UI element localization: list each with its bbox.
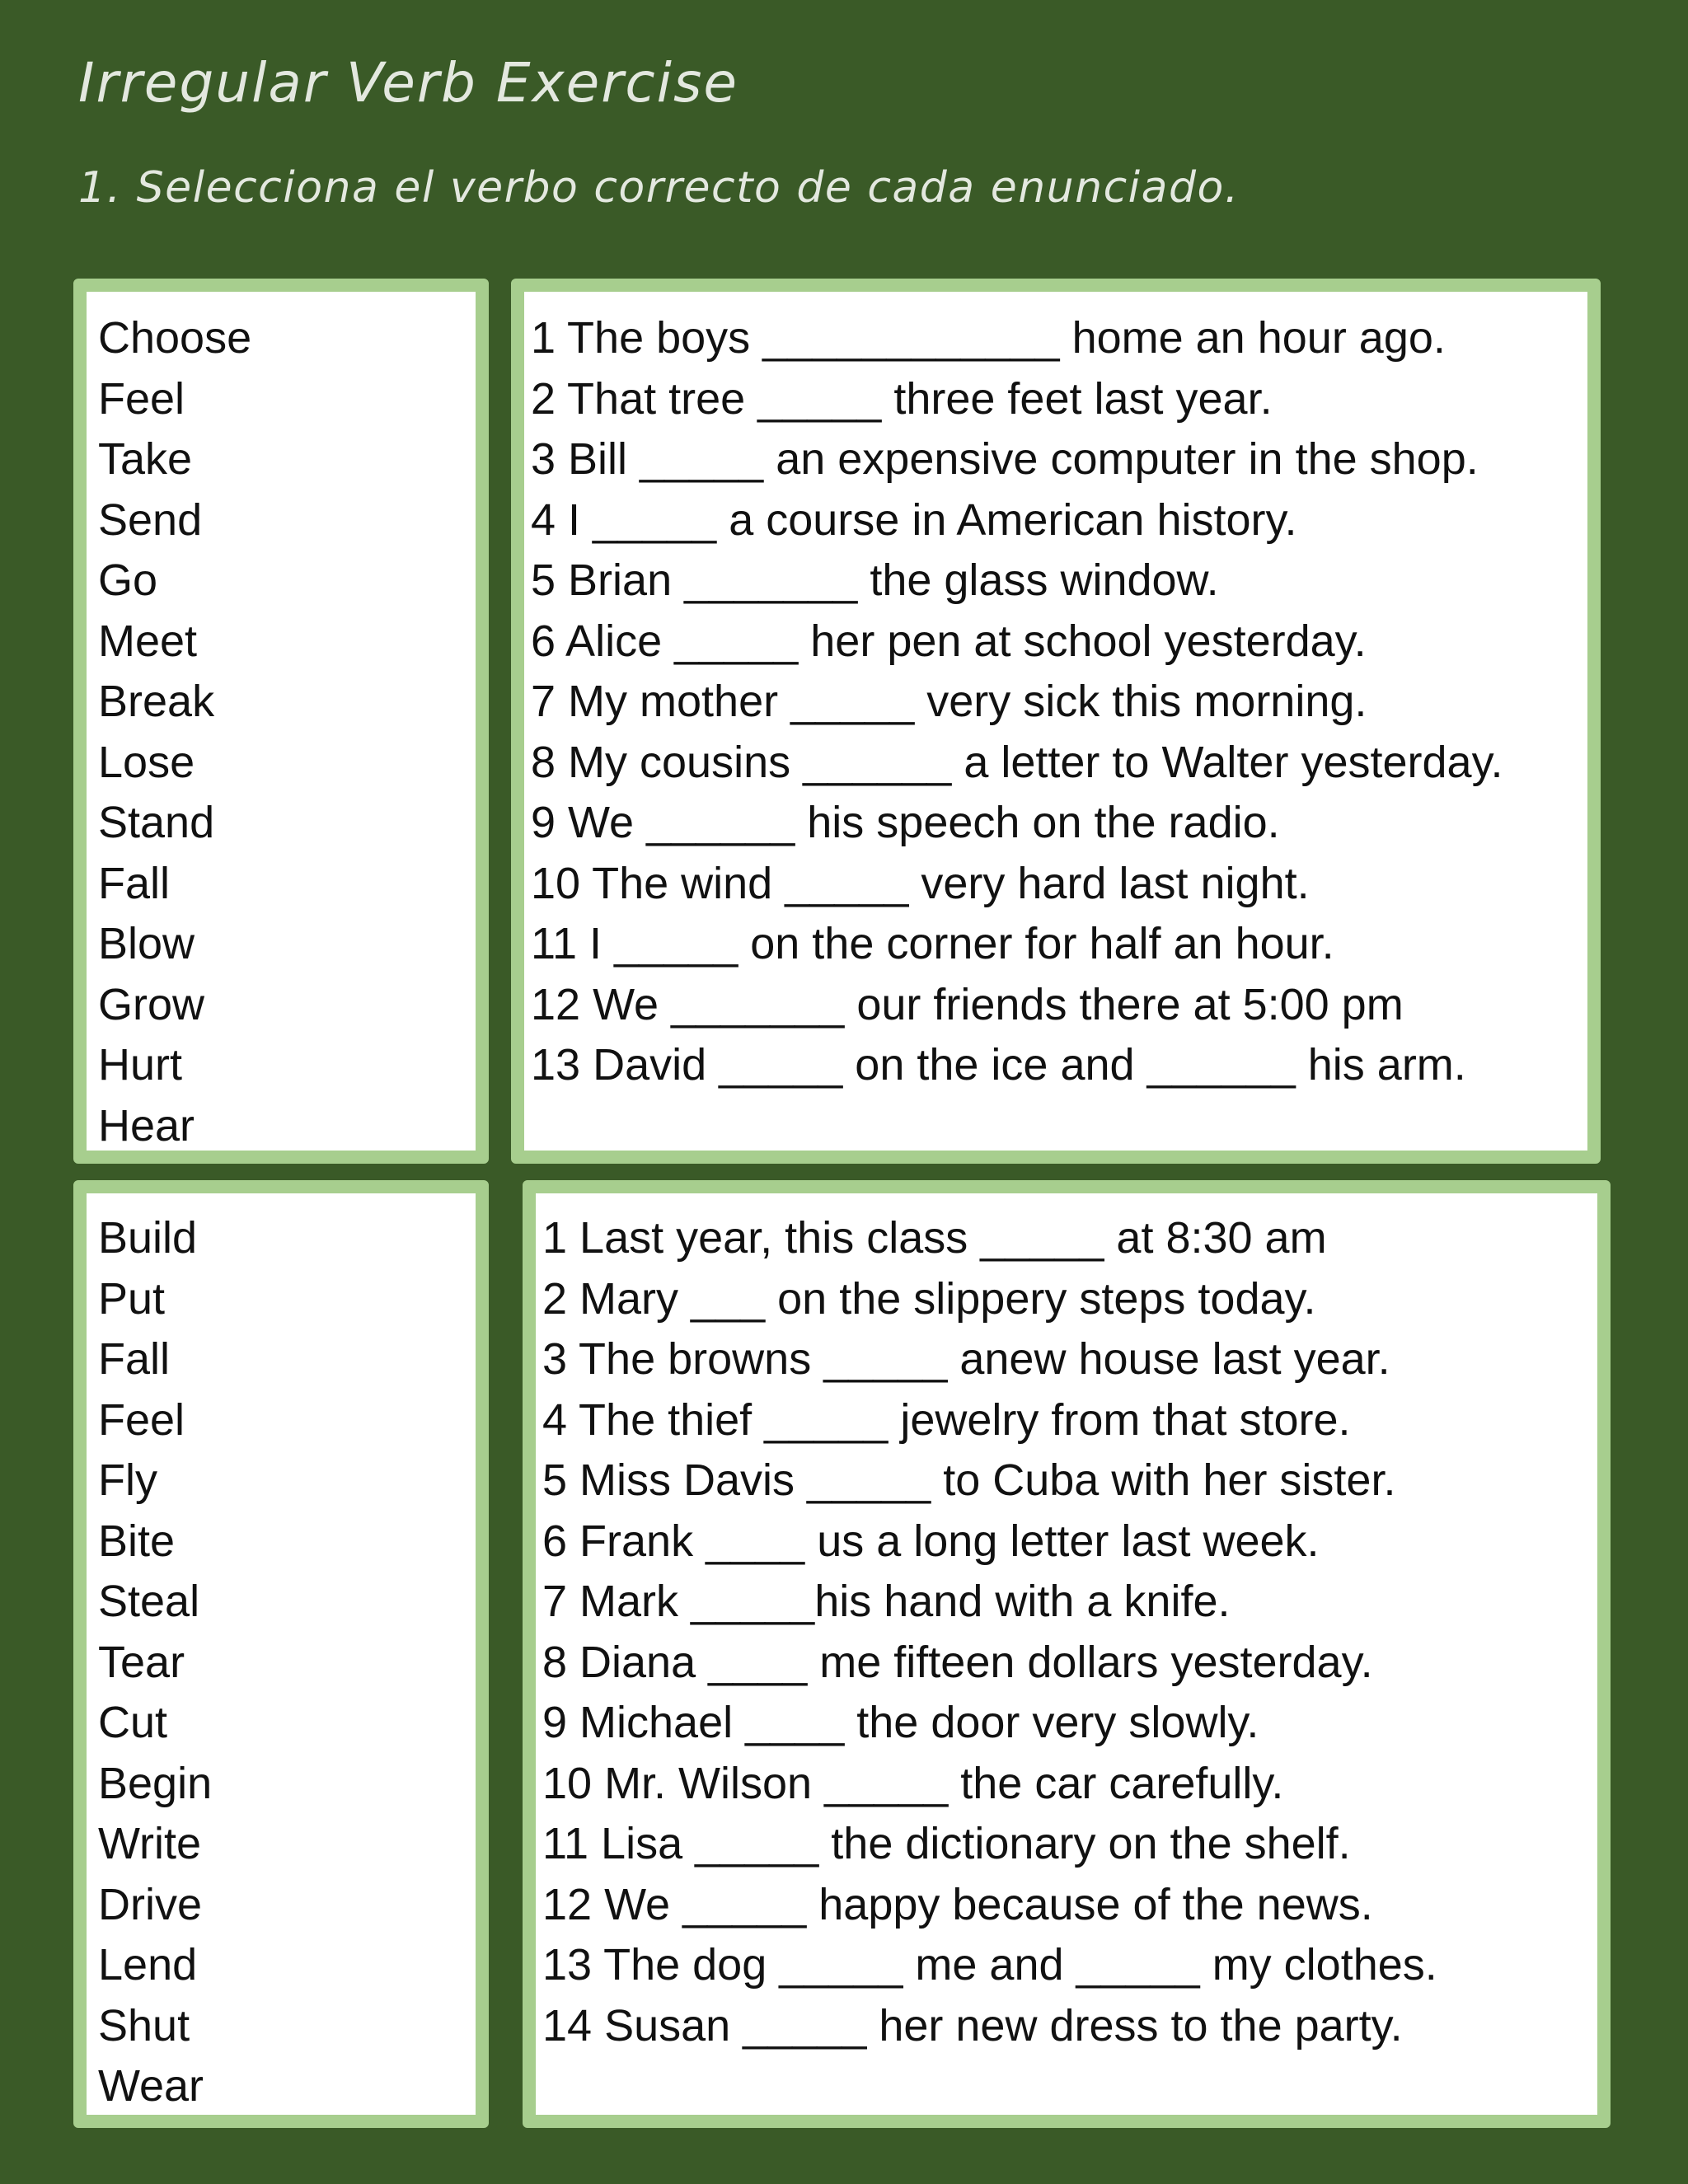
verb-item: Hurt — [98, 1040, 183, 1090]
sentence-list-1 — [524, 308, 1587, 1096]
verb-item: Feel — [98, 1394, 185, 1445]
sentence-item: 10 The wind _____ very hard last night. — [531, 858, 1310, 908]
sentence-item: 4 I _____ a course in American history. — [531, 494, 1297, 545]
sentence-item: 13 David _____ on the ice and ______ his arm. — [531, 1040, 1466, 1090]
verb-list-2 — [87, 1208, 476, 2117]
verb-item: Write — [98, 1819, 202, 1868]
sentence-item: 3 Bill _____ an expensive computer in the shop. — [531, 434, 1479, 484]
sentence-item: 13 The dog _____ me and _____ my clothes. — [542, 1940, 1437, 1990]
verb-item: Take — [98, 434, 193, 484]
verb-item: Fall — [98, 1334, 171, 1384]
sentence-item: 6 Alice _____ her pen at school yesterday. — [531, 616, 1367, 666]
verb-item: Lend — [98, 1940, 198, 1990]
sentence-item: 5 Brian _______ the glass window. — [531, 555, 1219, 605]
verb-item: Blow — [98, 919, 195, 968]
sentence-item: 12 We _______ our friends there at 5:00 pm — [531, 979, 1404, 1029]
verb-item: Feel — [98, 373, 185, 424]
verb-bank-2 — [73, 1180, 489, 2128]
sentence-item: 7 My mother _____ very sick this morning. — [531, 677, 1367, 726]
sentence-item: 9 We ______ his speech on the radio. — [531, 798, 1280, 847]
sentence-item: 11 Lisa _____ the dictionary on the shelf. — [542, 1819, 1351, 1868]
verb-item: Bite — [98, 1516, 176, 1566]
verb-item: Break — [98, 677, 215, 726]
sentence-item: 10 Mr. Wilson _____ the car carefully. — [542, 1758, 1284, 1808]
verb-item: Build — [98, 1213, 198, 1263]
verb-item: Fall — [98, 858, 171, 908]
verb-item: Grow — [98, 979, 205, 1029]
verb-item: Wear — [98, 2061, 204, 2111]
sentence-item: 11 I _____ on the corner for half an hour. — [531, 919, 1334, 968]
verb-item: Stand — [98, 798, 215, 847]
verb-item: Cut — [98, 1698, 168, 1747]
verb-item: Choose — [98, 313, 252, 363]
verb-item: Steal — [98, 1577, 200, 1626]
verb-item: Shut — [98, 2000, 190, 2050]
sentence-item: 8 Diana ____ me fifteen dollars yesterday. — [542, 1637, 1373, 1687]
verb-item: Meet — [98, 616, 198, 666]
sentence-item: 4 The thief _____ jewelry from that store. — [542, 1394, 1351, 1445]
instruction-text: 1. Selecciona el verbo correcto de cada enunciado. — [78, 163, 1240, 213]
verb-bank-1 — [73, 279, 489, 1164]
sentence-item: 6 Frank ____ us a long letter last week. — [542, 1516, 1320, 1566]
sentence-item: 5 Miss Davis _____ to Cuba with her sister. — [542, 1455, 1396, 1505]
verb-list-1 — [87, 308, 476, 1156]
verb-item: Drive — [98, 1879, 203, 1929]
sentence-list-2 — [536, 1208, 1597, 2056]
verb-item: Hear — [98, 1100, 195, 1151]
sentence-item: 14 Susan _____ her new dress to the party. — [542, 2000, 1403, 2050]
sentence-item: 8 My cousins ______ a letter to Walter yesterday. — [531, 737, 1503, 787]
verb-item: Put — [98, 1273, 166, 1324]
verb-item: Lose — [98, 737, 195, 787]
sentence-item: 9 Michael ____ the door very slowly. — [542, 1698, 1259, 1747]
sentence-item: 1 The boys ____________ home an hour ago. — [531, 313, 1446, 363]
sentence-item: 1 Last year, this class _____ at 8:30 am — [542, 1213, 1327, 1263]
verb-item: Tear — [98, 1637, 185, 1687]
verb-item: Begin — [98, 1758, 213, 1808]
sentence-item: 12 We _____ happy because of the news. — [542, 1879, 1373, 1929]
sentence-item: 2 That tree _____ three feet last year. — [531, 373, 1273, 424]
sentence-item: 7 Mark _____his hand with a knife. — [542, 1577, 1231, 1626]
page-title: Irregular Verb Exercise — [78, 51, 738, 115]
verb-item: Go — [98, 555, 158, 605]
sentence-item: 2 Mary ___ on the slippery steps today. — [542, 1273, 1316, 1324]
sentence-item: 3 The browns _____ anew house last year. — [542, 1334, 1390, 1384]
sentences-box-1 — [511, 279, 1601, 1164]
verb-item: Send — [98, 494, 203, 545]
verb-item: Fly — [98, 1455, 157, 1505]
sentences-box-2 — [523, 1180, 1611, 2128]
